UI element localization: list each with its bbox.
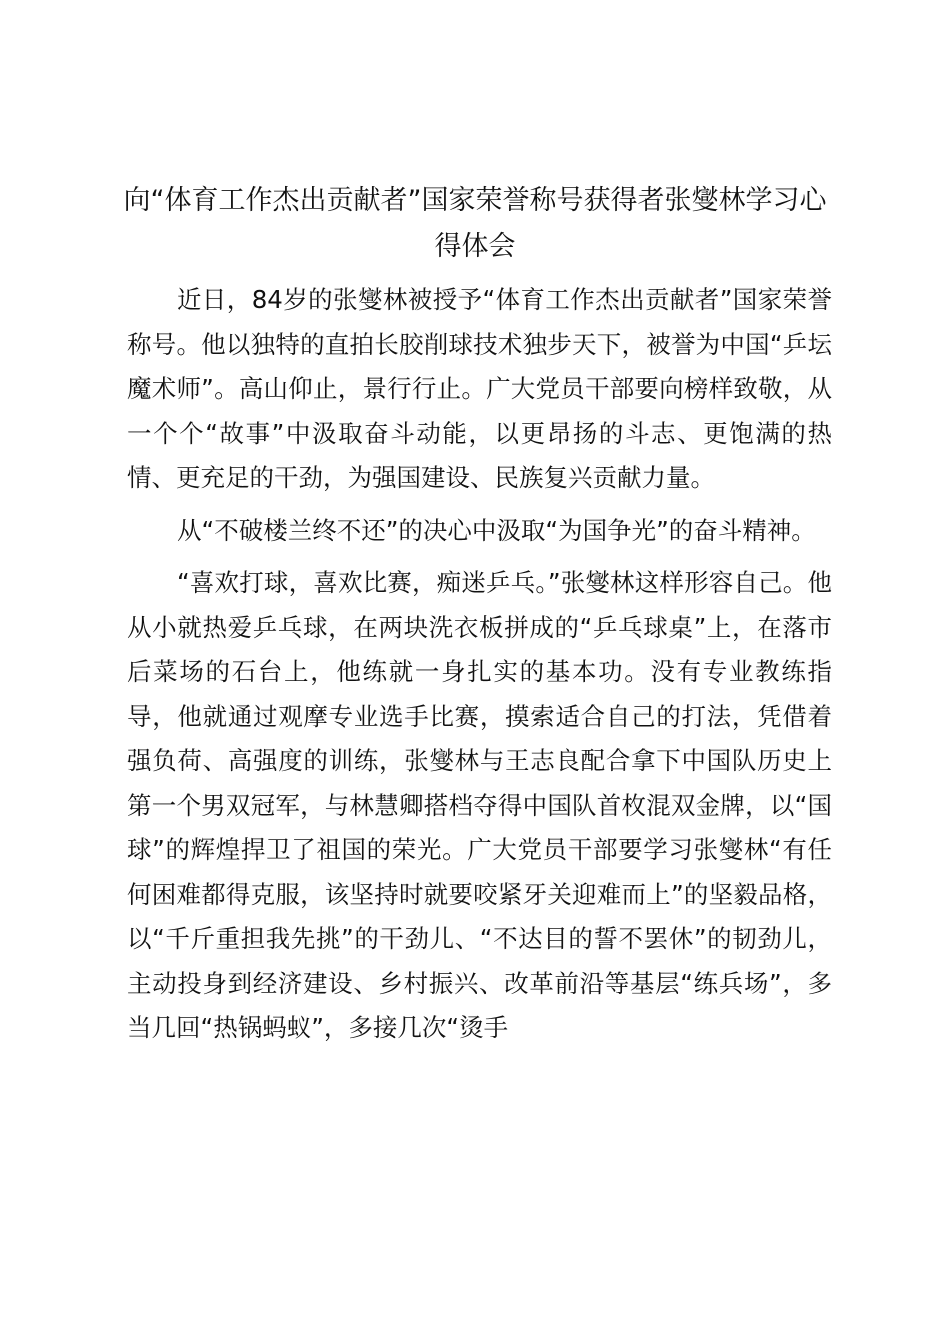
paragraph-intro: 近日，84岁的张燮林被授予“体育工作杰出贡献者”国家荣誉称号。他以独特的直拍长胶削球技术独步天下，被誉为中国“乒坛魔术师”。高山仰止，景行行止。广大党员干部要向榜样致敬，从一个个“故事”中汲取奋斗动能，以更昂扬的斗志、更饱满的热情、更充足的干劲，为强国建设、民族复兴贡献力量。	[127, 285, 832, 492]
document-title: 向“体育工作杰出贡献者”国家荣誉称号获得者张燮林学习心得体会	[123, 185, 827, 262]
paragraph-story: “喜欢打球，喜欢比赛，痴迷乒乓。”张燮林这样形容自己。他从小就热爱乒乓球，在两块洗衣板拼成的“乒乓球桌”上，在落市后菜场的石台上，他练就一身扎实的基本功。没有专业教练指导，他就通过观摩专业选手比赛，摸索适合自己的打法，凭借着强负荷、高强度的训练，张燮林与王志良配合拿下中国队历史上第一个男双冠军，与林慧卿搭档夺得中国队首枚混双金牌，以“国球”的辉煌捍卫了祖国的荣光。广大党员干部要学习张燮林“有任何困难都得克服，该坚持时就要咬紧牙关迎难而上”的坚毅品格，以“千斤重担我先挑”的干劲儿、“不达目的誓不罢休”的韧劲儿，主动投身到经济建设、乡村振兴、改革前沿等基层“练兵场”，多当几回“热锅蚂蚁”，多接几次“烫手	[127, 568, 832, 1042]
paragraph-section-heading: 从“不破楼兰终不还”的决心中汲取“为国争光”的奋斗精神。	[177, 515, 816, 545]
document-body	[127, 278, 832, 1051]
